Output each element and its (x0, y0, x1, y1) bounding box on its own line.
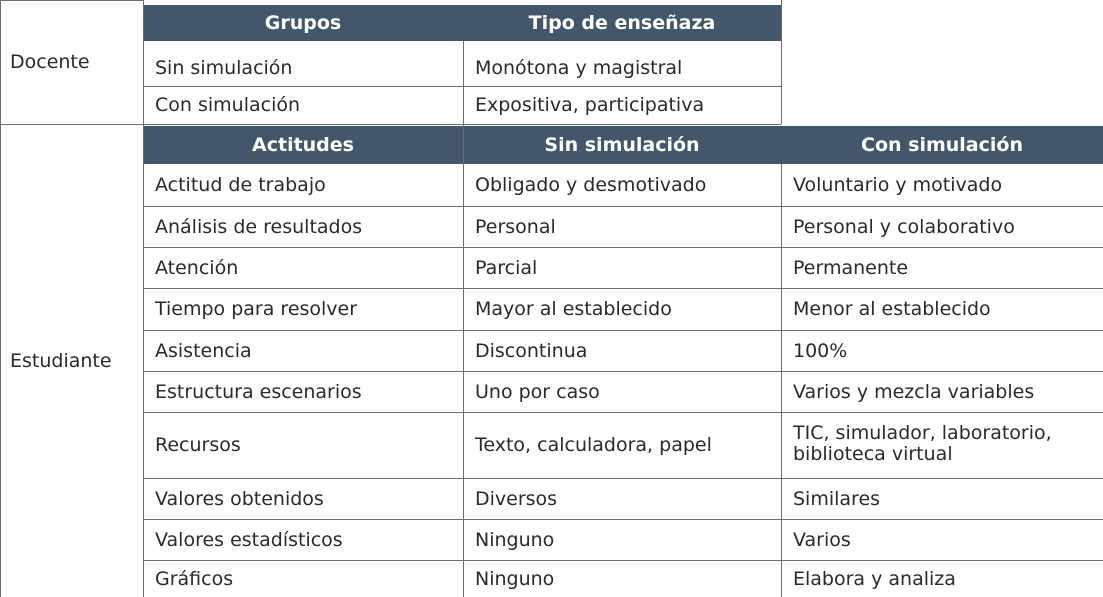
estudiante-row-5-col-3: 100% (793, 339, 848, 362)
row-label-estudiante: Estudiante (10, 349, 112, 372)
docente-row-1-grupo: Sin simulación (155, 56, 293, 79)
grid-line (143, 478, 1103, 479)
estudiante-row-10-col-1: Gráficos (155, 567, 234, 590)
estudiante-row-9-col-3: Varios (793, 528, 851, 551)
grid-line (781, 164, 782, 597)
header-sin-simulacion: Sin simulación (463, 126, 781, 164)
grid-line (143, 247, 1103, 248)
estudiante-row-2-col-3: Personal y colaborativo (793, 215, 1015, 238)
header-con-simulacion: Con simulación (781, 126, 1103, 164)
grid-line (143, 560, 1103, 561)
estudiante-row-1-col-1: Actitud de trabajo (155, 174, 326, 196)
docente-row-1-tipo: Monótona y magistral (475, 56, 683, 79)
estudiante-row-1-col-2: Obligado y desmotivado (475, 174, 707, 196)
grid-line (143, 206, 1103, 207)
docente-row-2-grupo: Con simulación (155, 94, 301, 116)
header-grupos: Grupos (143, 5, 463, 41)
header-actitudes: Actitudes (143, 126, 463, 164)
estudiante-row-8-col-1: Valores obtenidos (155, 487, 324, 510)
estudiante-row-6-col-1: Estructura escenarios (155, 380, 362, 403)
grid-line (0, 0, 1, 597)
grid-line (143, 412, 1103, 413)
row-label-docente: Docente (10, 51, 90, 73)
estudiante-row-5-col-1: Asistencia (155, 339, 252, 362)
estudiante-row-3-col-1: Atención (155, 256, 239, 279)
grid-line (143, 86, 781, 87)
grid-line (143, 0, 144, 597)
grid-line (0, 124, 781, 125)
estudiante-row-7-col-1: Recursos (155, 434, 241, 456)
grid-line (143, 519, 1103, 520)
estudiante-row-3-col-2: Parcial (475, 256, 538, 279)
estudiante-row-7-col-3: TIC, simulador, laboratorio, biblioteca virtual (793, 422, 1052, 465)
estudiante-row-2-col-2: Personal (475, 215, 556, 238)
estudiante-row-4-col-1: Tiempo para resolver (155, 298, 358, 320)
grid-line (0, 0, 143, 1)
estudiante-row-8-col-3: Similares (793, 487, 881, 510)
estudiante-row-6-col-2: Uno por caso (475, 380, 600, 403)
estudiante-row-7-col-2: Texto, calculadora, papel (475, 434, 712, 456)
estudiante-row-3-col-3: Permanente (793, 256, 909, 279)
estudiante-row-9-col-1: Valores estadísticos (155, 528, 343, 551)
grid-line (781, 0, 782, 124)
grid-line (143, 330, 1103, 331)
estudiante-row-8-col-2: Diversos (475, 487, 558, 510)
estudiante-row-1-col-3: Voluntario y motivado (793, 174, 1003, 196)
estudiante-row-2-col-1: Análisis de resultados (155, 215, 363, 238)
header-tipo-ensenanza: Tipo de enseñaza (463, 5, 781, 41)
estudiante-row-9-col-2: Ninguno (475, 528, 555, 551)
estudiante-row-4-col-3: Menor al establecido (793, 298, 991, 320)
grid-line (143, 371, 1103, 372)
estudiante-row-5-col-2: Discontinua (475, 339, 588, 362)
estudiante-row-10-col-2: Ninguno (475, 567, 555, 590)
docente-row-2-tipo: Expositiva, participativa (475, 94, 705, 116)
estudiante-row-10-col-3: Elabora y analiza (793, 567, 956, 590)
estudiante-row-4-col-2: Mayor al establecido (475, 298, 672, 320)
estudiante-row-6-col-3: Varios y mezcla variables (793, 380, 1035, 403)
grid-line (143, 288, 1103, 289)
